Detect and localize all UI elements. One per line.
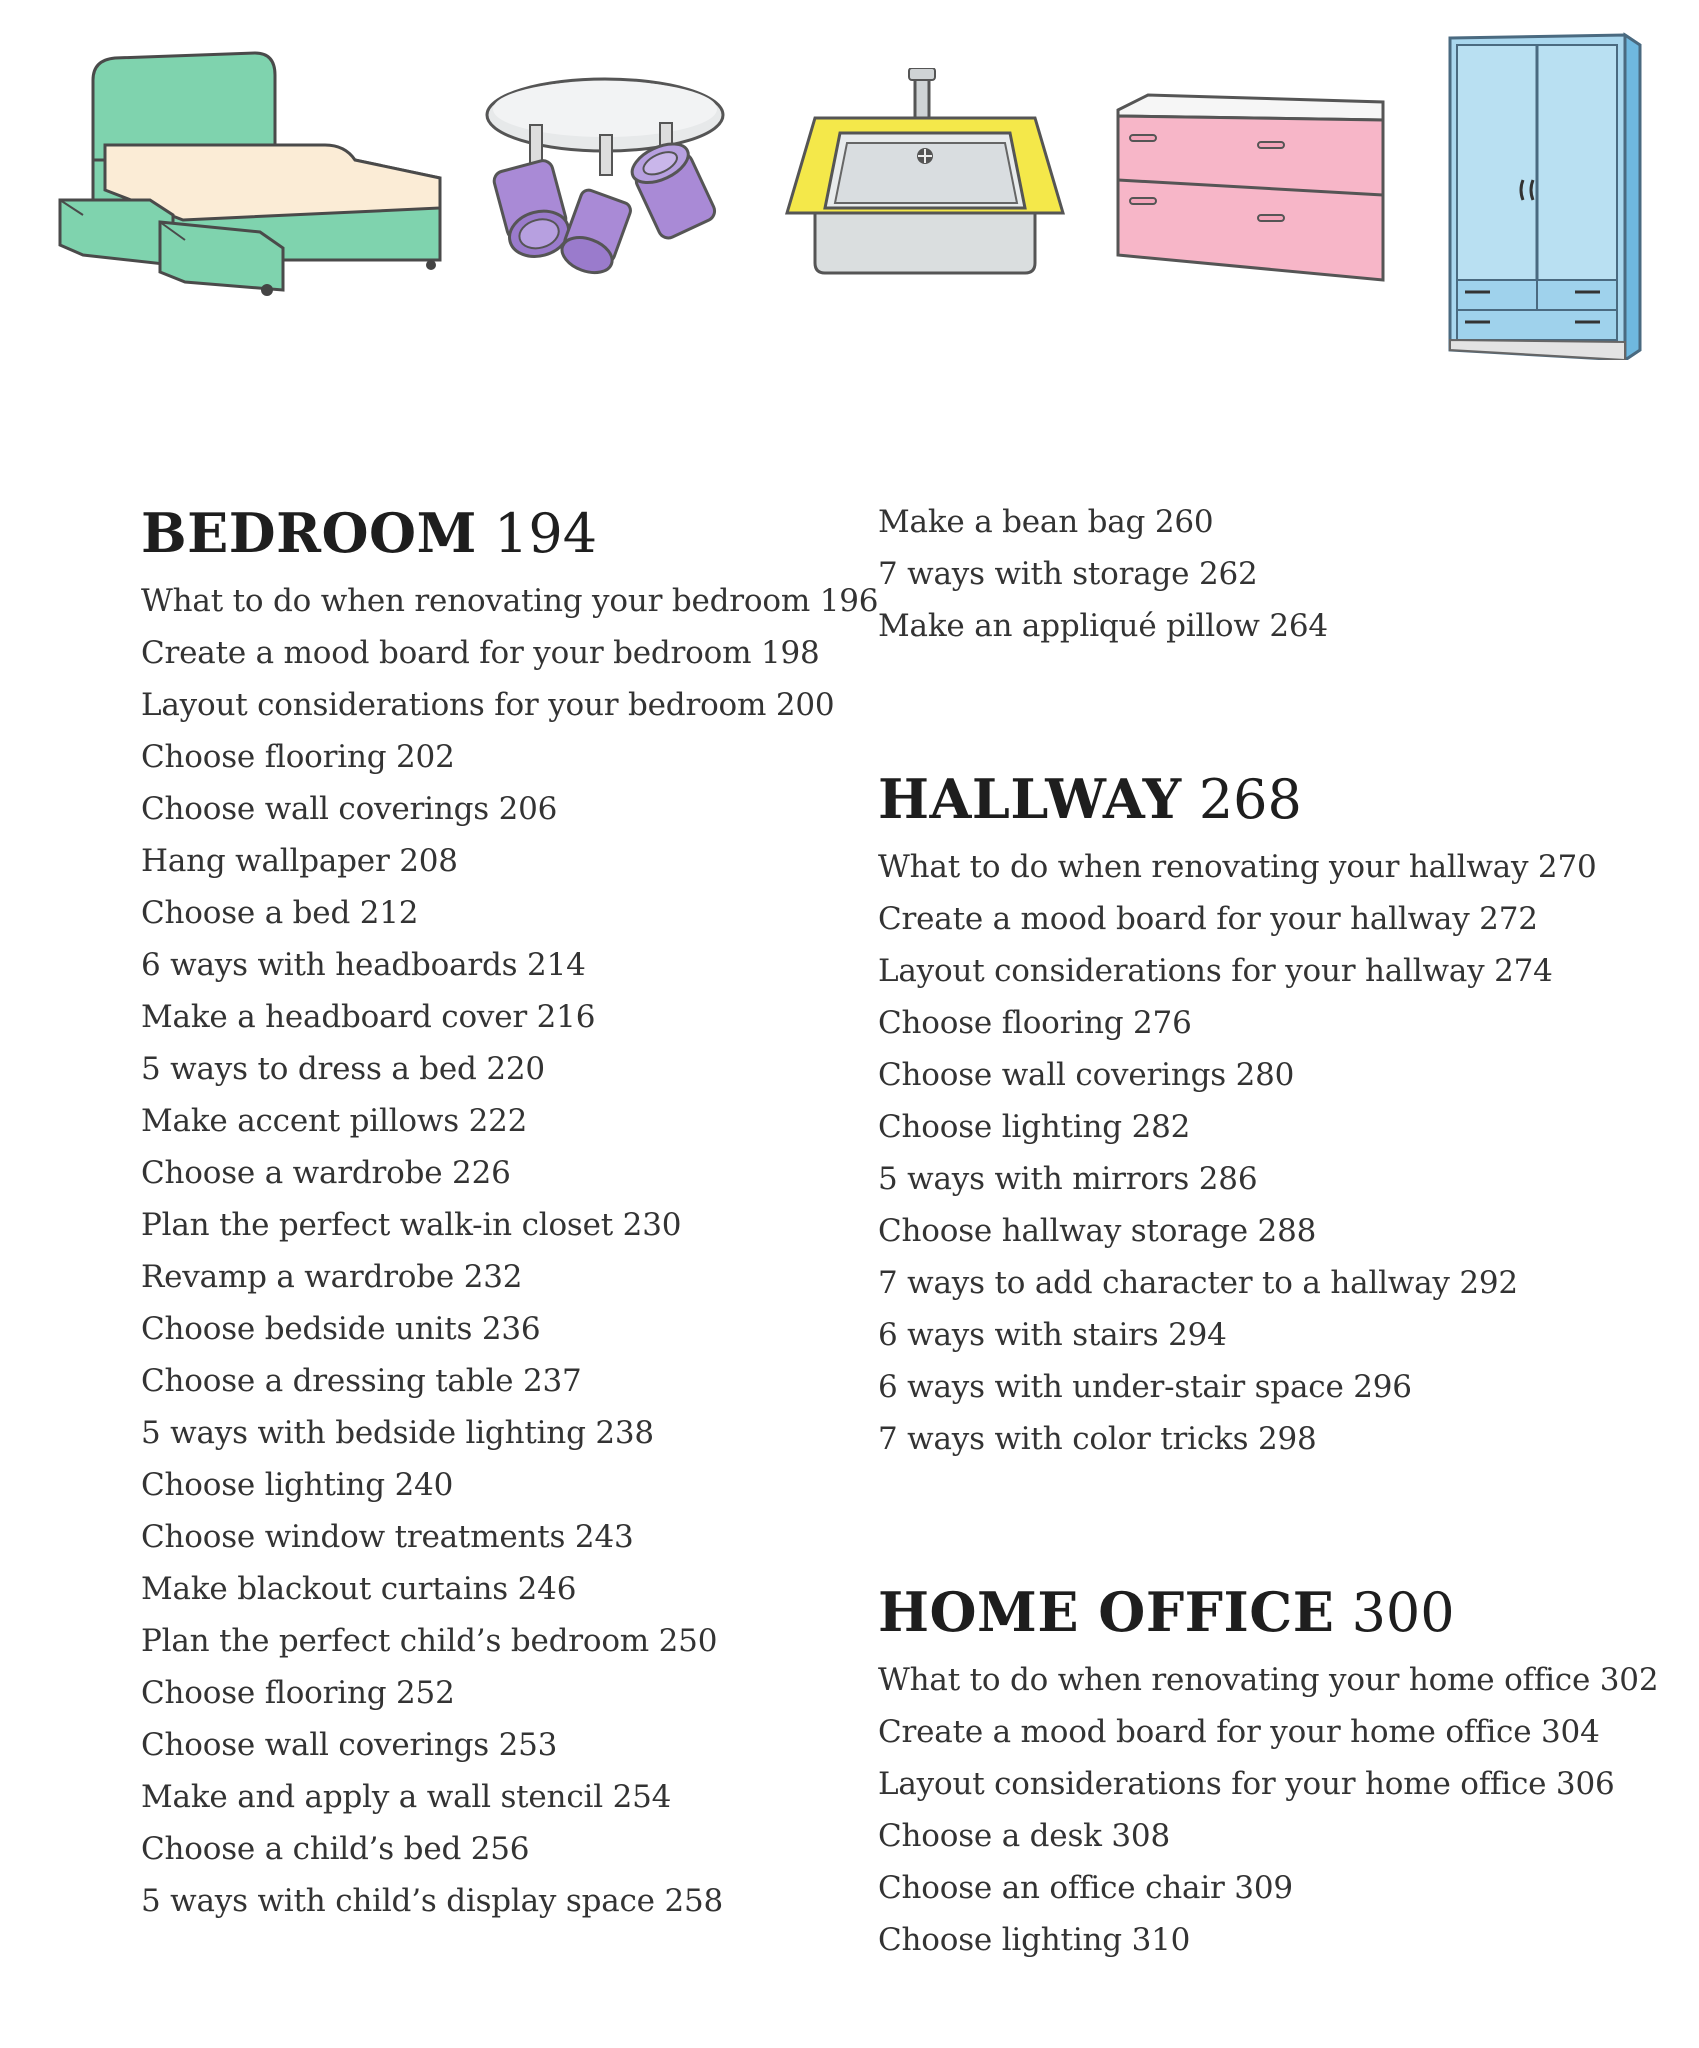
- section-title: BEDROOM: [141, 501, 477, 565]
- toc-entry: Make a bean bag 260: [878, 504, 1214, 540]
- drawer-unit-icon: [1108, 90, 1388, 290]
- toc-entry: 5 ways with bedside lighting 238: [141, 1415, 654, 1451]
- toc-entry: 7 ways with storage 262: [878, 556, 1258, 592]
- bedroom-entries: [141, 575, 879, 1927]
- toc-entry: Make accent pillows 222: [141, 1103, 528, 1139]
- toc-entry: Choose a desk 308: [878, 1818, 1170, 1854]
- toc-entry: 5 ways with child’s display space 258: [141, 1883, 724, 1919]
- toc-entry: What to do when renovating your hallway 270: [878, 849, 1597, 885]
- toc-entry: 6 ways with headboards 214: [141, 947, 586, 983]
- toc-entry: 5 ways to dress a bed 220: [141, 1051, 545, 1087]
- toc-entry: Choose lighting 240: [141, 1467, 454, 1503]
- wardrobe-icon: [1445, 30, 1645, 360]
- toc-entry: 7 ways to add character to a hallway 292: [878, 1265, 1518, 1301]
- left-column: [141, 500, 879, 1927]
- toc-entry: Choose lighting 282: [878, 1109, 1191, 1145]
- toc-entry: Choose lighting 310: [878, 1922, 1191, 1958]
- toc-entry: Choose flooring 276: [878, 1005, 1192, 1041]
- spotlight-icon: [480, 75, 740, 285]
- toc-entry: Make a headboard cover 216: [141, 999, 596, 1035]
- sink-icon: [785, 68, 1065, 283]
- section-page-number: 268: [1198, 768, 1302, 831]
- toc-entry: Choose flooring 202: [141, 739, 455, 775]
- toc-entry: What to do when renovating your home office 302: [878, 1662, 1659, 1698]
- bedroom-continued-entries: [878, 496, 1678, 652]
- toc-entry: Choose bedside units 236: [141, 1311, 541, 1347]
- toc-entry: Make blackout curtains 246: [141, 1571, 577, 1607]
- toc-entry: Choose an office chair 309: [878, 1870, 1293, 1906]
- toc-entry: 5 ways with mirrors 286: [878, 1161, 1258, 1197]
- section-title: HOME OFFICE: [878, 1580, 1335, 1644]
- toc-entry: Choose window treatments 243: [141, 1519, 634, 1555]
- section-page-number: 194: [494, 502, 598, 565]
- toc-entry: Plan the perfect child’s bedroom 250: [141, 1623, 718, 1659]
- toc-entry: Plan the perfect walk-in closet 230: [141, 1207, 682, 1243]
- right-column: [878, 496, 1678, 1966]
- illustrations-row: [0, 0, 1699, 380]
- section-heading-bedroom: [141, 500, 841, 567]
- toc-entry: Choose wall coverings 253: [141, 1727, 558, 1763]
- toc-entry: Choose hallway storage 288: [878, 1213, 1317, 1249]
- toc-entry: Choose flooring 252: [141, 1675, 455, 1711]
- section-spacer: [878, 1465, 1678, 1579]
- toc-entry: Create a mood board for your hallway 272: [878, 901, 1538, 937]
- toc-entry: Hang wallpaper 208: [141, 843, 458, 879]
- toc-entry: Layout considerations for your bedroom 200: [141, 687, 835, 723]
- toc-entry: Make an appliqué pillow 264: [878, 608, 1328, 644]
- toc-entry: 6 ways with stairs 294: [878, 1317, 1227, 1353]
- toc-entry: Layout considerations for your hallway 274: [878, 953, 1553, 989]
- toc-entry: Create a mood board for your bedroom 198: [141, 635, 820, 671]
- toc-entry: Choose wall coverings 206: [141, 791, 558, 827]
- toc-entry: Choose a bed 212: [141, 895, 419, 931]
- toc-entry: Revamp a wardrobe 232: [141, 1259, 523, 1295]
- section-page-number: 300: [1351, 1581, 1455, 1644]
- toc-entry: Choose a child’s bed 256: [141, 1831, 530, 1867]
- toc-entry: Choose wall coverings 280: [878, 1057, 1295, 1093]
- toc-entry: Layout considerations for your home office 306: [878, 1766, 1615, 1802]
- section-heading-home-office: [878, 1579, 1678, 1646]
- toc-entry: 7 ways with color tricks 298: [878, 1421, 1317, 1457]
- toc-entry: What to do when renovating your bedroom 196: [141, 583, 879, 619]
- toc-entry: Choose a wardrobe 226: [141, 1155, 511, 1191]
- section-title: HALLWAY: [878, 767, 1182, 831]
- section-spacer: [878, 652, 1678, 766]
- toc-entry: Choose a dressing table 237: [141, 1363, 582, 1399]
- section-heading-hallway: [878, 766, 1678, 833]
- toc-entry: 6 ways with under-stair space 296: [878, 1369, 1412, 1405]
- bed-icon: [55, 50, 455, 310]
- home-office-entries: [878, 1654, 1678, 1966]
- hallway-entries: [878, 841, 1678, 1465]
- toc-entry: Make and apply a wall stencil 254: [141, 1779, 672, 1815]
- toc-entry: Create a mood board for your home office 304: [878, 1714, 1600, 1750]
